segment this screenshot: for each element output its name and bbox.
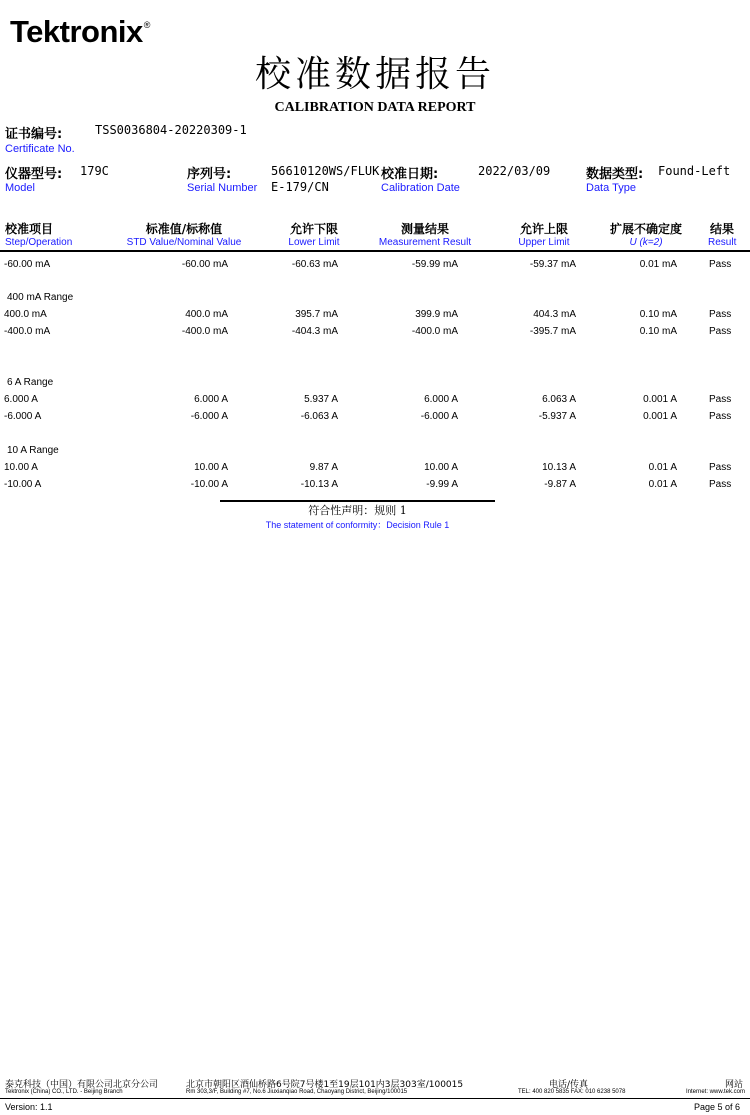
- footer-version: Version: 1.1: [5, 1102, 53, 1112]
- footer-company-cn: 泰克科技（中国）有限公司北京分公司: [5, 1080, 159, 1090]
- cell-uncertainty: 0.01 A: [648, 462, 677, 473]
- col-step-en: Step/Operation: [5, 237, 73, 248]
- cell-uncertainty: 0.10 mA: [639, 309, 677, 320]
- cell-result: Pass: [709, 479, 732, 490]
- cell-measurement: 399.9 mA: [415, 309, 458, 320]
- cell-std-value: 400.0 mA: [185, 309, 228, 320]
- cert-label-cn: 证书编号:: [5, 127, 63, 142]
- col-meas-en: Measurement Result: [378, 237, 472, 248]
- model-value: 179C: [80, 164, 109, 178]
- cell-result: Pass: [709, 411, 732, 422]
- footer-company-en: Tektronix (China) CO., LTD. - Beijing Branch: [5, 1089, 123, 1095]
- cell-step: 6.000 A: [4, 394, 38, 405]
- caldate-label-cn: 校准日期:: [381, 167, 439, 182]
- cell-step: 400.0 mA: [4, 309, 47, 320]
- serial-value-line1: 56610120WS/FLUK: [271, 164, 380, 178]
- cell-result: Pass: [709, 259, 732, 270]
- col-std-cn: 标准值/标称值: [145, 222, 223, 236]
- cell-step: -400.0 mA: [4, 326, 51, 337]
- footer-web-cn: 网站: [725, 1080, 744, 1090]
- table-header-rule: [0, 250, 750, 252]
- model-label-cn: 仪器型号:: [5, 167, 63, 182]
- cell-step: -60.00 mA: [4, 259, 51, 270]
- cell-upper-limit: 10.13 A: [542, 462, 576, 473]
- cert-label-en: Certificate No.: [5, 143, 75, 155]
- footer-address-cn: 北京市朝阳区酒仙桥路6号院7号楼1至19层101内3层303室/100015: [186, 1080, 464, 1090]
- cell-lower-limit: 9.87 A: [309, 462, 338, 473]
- col-unc-en: U (k=2): [629, 237, 663, 248]
- cell-lower-limit: -6.063 A: [300, 411, 338, 422]
- datatype-label-en: Data Type: [586, 182, 636, 194]
- footer-page-number: Page 5 of 6: [694, 1102, 741, 1112]
- cell-lower-limit: -404.3 mA: [291, 326, 338, 337]
- cell-step: -10.00 A: [4, 479, 42, 490]
- cell-std-value: -10.00 A: [190, 479, 228, 490]
- col-meas-cn: 测量结果: [400, 222, 449, 236]
- cell-std-value: 6.000 A: [194, 394, 228, 405]
- cell-upper-limit: 6.063 A: [542, 394, 576, 405]
- cell-lower-limit: 395.7 mA: [295, 309, 338, 320]
- serial-value-line2: E-179/CN: [271, 180, 329, 194]
- cell-measurement: 6.000 A: [424, 394, 458, 405]
- cell-uncertainty: 0.001 A: [643, 394, 677, 405]
- datatype-label-cn: 数据类型:: [586, 167, 644, 182]
- model-label-en: Model: [5, 182, 35, 194]
- cell-std-value: 10.00 A: [194, 462, 228, 473]
- cell-upper-limit: -5.937 A: [538, 411, 576, 422]
- col-result-cn: 结果: [710, 222, 735, 236]
- col-unc-cn: 扩展不确定度: [609, 222, 682, 236]
- cell-result: Pass: [709, 326, 732, 337]
- col-std-en: STD Value/Nominal Value: [126, 237, 242, 248]
- col-upper-cn: 允许上限: [519, 222, 568, 236]
- range-section-label: 400 mA Range: [7, 292, 74, 303]
- cell-lower-limit: 5.937 A: [304, 394, 338, 405]
- cell-uncertainty: 0.10 mA: [639, 326, 677, 337]
- cell-std-value: -400.0 mA: [181, 326, 228, 337]
- cell-measurement: 10.00 A: [424, 462, 458, 473]
- footer-phone-en: TEL: 400 820 5835 FAX: 010 6238 5078: [518, 1089, 626, 1095]
- footer-address-en: Rm 303,3/F, Building #7, No.6 Jiuxianqiao Road, Chaoyang District, Beijing/100015: [186, 1089, 408, 1095]
- cell-result: Pass: [709, 309, 732, 320]
- cell-measurement: -400.0 mA: [411, 326, 458, 337]
- cell-uncertainty: 0.001 A: [643, 411, 677, 422]
- cell-upper-limit: -9.87 A: [544, 479, 576, 490]
- cell-lower-limit: -10.13 A: [300, 479, 338, 490]
- cell-step: 10.00 A: [4, 462, 38, 473]
- footer-phone-cn: 电话/传真: [549, 1080, 589, 1090]
- cell-measurement: -59.99 mA: [411, 259, 458, 270]
- serial-label-en: Serial Number: [187, 182, 258, 194]
- col-upper-en: Upper Limit: [518, 237, 570, 248]
- conformity-cn: 符合性声明：规则 1: [308, 504, 407, 517]
- footer-rule: [0, 1098, 750, 1099]
- col-lower-en: Lower Limit: [288, 237, 340, 248]
- cell-measurement: -9.99 A: [426, 479, 458, 490]
- tektronix-logo: Tektronix®: [10, 14, 150, 49]
- cell-upper-limit: -59.37 mA: [529, 259, 576, 270]
- cell-upper-limit: -395.7 mA: [529, 326, 576, 337]
- footer-web-en: Internet: www.tek.com: [686, 1089, 746, 1095]
- col-step-cn: 校准项目: [5, 222, 54, 236]
- cell-std-value: -60.00 mA: [181, 259, 228, 270]
- cell-upper-limit: 404.3 mA: [533, 309, 576, 320]
- col-lower-cn: 允许下限: [289, 222, 338, 236]
- serial-label-cn: 序列号:: [187, 167, 232, 182]
- cert-value: TSS0036804-20220309-1: [95, 123, 247, 137]
- cell-step: -6.000 A: [4, 411, 42, 422]
- report-title-cn: 校准数据报告: [254, 54, 495, 95]
- cell-measurement: -6.000 A: [420, 411, 458, 422]
- caldate-label-en: Calibration Date: [381, 182, 460, 194]
- cell-result: Pass: [709, 394, 732, 405]
- cell-std-value: -6.000 A: [190, 411, 228, 422]
- datatype-value: Found-Left: [658, 164, 731, 178]
- col-result-en: Result: [708, 237, 737, 248]
- conformity-en: The statement of conformity：Decision Rule 1: [265, 520, 450, 530]
- range-section-label: 6 A Range: [7, 377, 54, 388]
- range-section-label: 10 A Range: [7, 445, 59, 456]
- cell-lower-limit: -60.63 mA: [291, 259, 338, 270]
- report-title-en: CALIBRATION DATA REPORT: [274, 100, 476, 115]
- cell-result: Pass: [709, 462, 732, 473]
- caldate-value: 2022/03/09: [478, 164, 551, 178]
- cell-uncertainty: 0.01 mA: [639, 259, 677, 270]
- cell-uncertainty: 0.01 A: [648, 479, 677, 490]
